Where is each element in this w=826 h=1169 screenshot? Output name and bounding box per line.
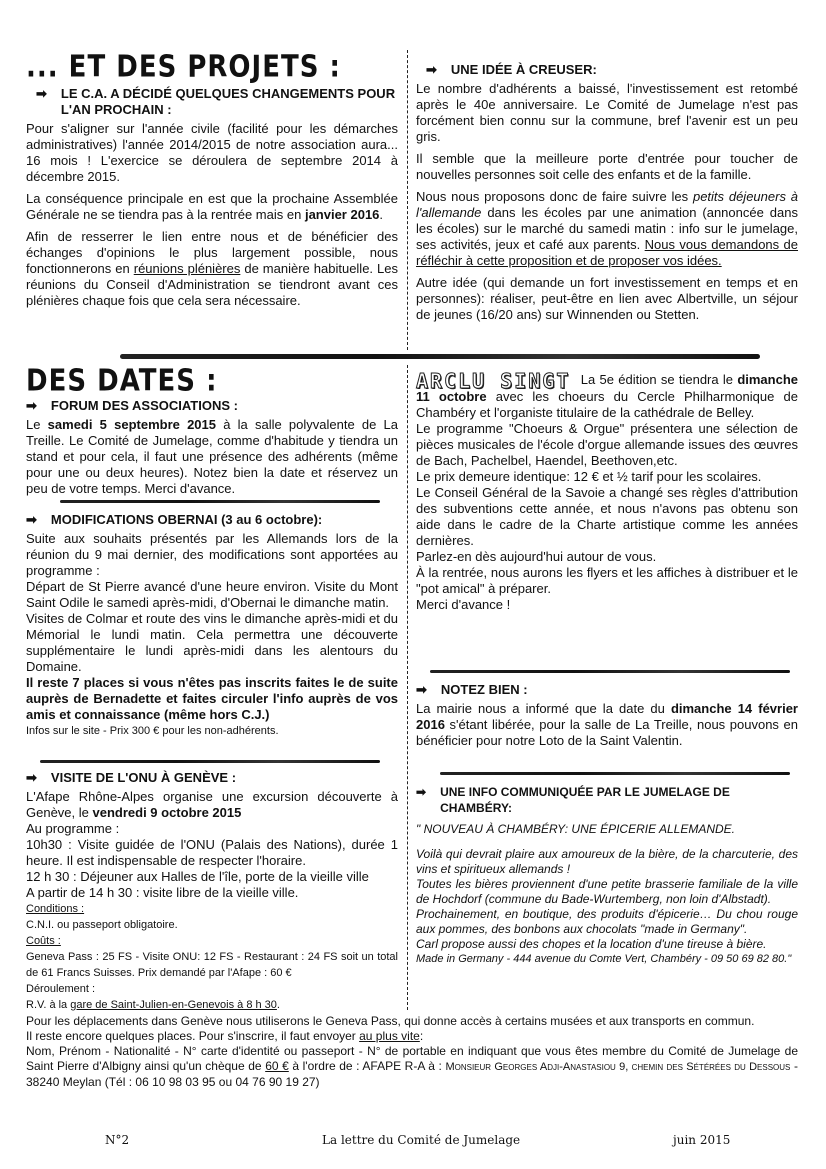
paragraph: Le samedi 5 septembre 2015 à la salle polyvalente de La Treille. Le Comité de Jumelage, comme d'habitude y tiendra un stand et pour cela, il faut une présence des adhérents (même pour une ou deux heures). Notez bien la date et réservez un peu de votre temps. Merci d'avance. — [26, 417, 398, 496]
paragraph: R.V. à la gare de Saint-Julien-en-Genevois à 8 h 30. — [26, 999, 280, 1011]
forum-heading: FORUM DES ASSOCIATIONS : — [50, 398, 238, 413]
ca-heading: LE C.A. A DÉCIDÉ QUELQUES CHANGEMENTS POUR L'AN PROCHAIN : — [60, 86, 396, 117]
arrow-icon: ➡ — [416, 785, 427, 799]
obernai-section — [26, 510, 398, 739]
paragraph: Prochainement, en boutique, des produits d'épicerie… Du chou rouge aux pommes, des bonbons aux chocolats "made in Germany". — [416, 907, 798, 936]
deroulement-label: Déroulement : — [26, 983, 96, 995]
paragraph: Made in Germany - 444 avenue du Comte Vert, Chambéry - 09 50 69 82 80." — [416, 953, 792, 965]
arclusingt-logo: ARCLU SINGT — [416, 368, 571, 393]
obernai-heading: MODIFICATIONS OBERNAI (3 au 6 octobre): — [50, 512, 323, 527]
arrow-icon: ➡ — [26, 512, 37, 527]
paragraph: " NOUVEAU À CHAMBÉRY: UNE ÉPICERIE ALLEMANDE. — [416, 822, 735, 836]
paragraph: Départ de St Pierre avancé d'une heure environ. Visite du Mont Saint Odile le samedi après-midi, d'Obernai le dimanche matin. — [26, 579, 398, 610]
conditions-label: Conditions : — [26, 903, 85, 915]
column-divider — [407, 50, 408, 350]
arrow-icon: ➡ — [26, 398, 37, 413]
section-heading — [26, 512, 398, 528]
notez-heading: NOTEZ BIEN : — [440, 682, 528, 697]
paragraph: Afin de resserrer le lien entre nous et de bénéficier des échanges d'opinions le plus largement possible, nous fonctionnerons en réunions plénières de manière habituelle. Les réunions du Conseil d'Administration se tiendront avant ces plénières chaque fois que cela sera nécessaire. — [26, 229, 398, 308]
issue-date: juin 2015 — [673, 1133, 731, 1147]
paragraph: Le nombre d'adhérents a baissé, l'investissement est retombé après le 40e anniversaire. Le Comité de Jumelage n'est pas forcément bien connu sur la commune, bref l'avenir est un peu gris. — [416, 81, 798, 144]
issue-number: N°2 — [105, 1133, 130, 1147]
idee-section — [416, 60, 798, 329]
paragraph: Nous nous proposons donc de faire suivre les petits déjeuners à l'allemande dans les écoles par une animation (annoncée dans les écoles) sur le marché du samedi matin : info sur le jumelage, ses activités, jeux et café aux parents. Nous vous demandons de réfléchir à cette proposition et de proposer vos idées. — [416, 189, 799, 268]
section-heading — [416, 784, 798, 816]
paragraph: Infos sur le site - Prix 300 € pour les non-adhérents. — [26, 725, 279, 737]
onu-section — [26, 768, 398, 1013]
section-heading — [26, 86, 398, 118]
paragraph: Voilà qui devrait plaire aux amoureux de la bière, de la charcuterie, des vins et spiritueux allemands ! — [416, 847, 798, 876]
paragraph: Il semble que la meilleure porte d'entrée pour toucher de nouvelles personnes soit celle des enfants et de la famille. — [416, 151, 798, 182]
paragraph: 10h30 : Visite guidée de l'ONU (Palais des Nations), durée 1 heure. Il est indispensable de respecter l'horaire. — [26, 837, 398, 868]
paragraph: Au programme : — [26, 821, 120, 836]
brush-divider — [60, 500, 380, 503]
onu-heading: VISITE DE L'ONU À GENÈVE : — [50, 770, 237, 785]
brush-divider — [430, 670, 790, 673]
paragraph: Suite aux souhaits présentés par les Allemands lors de la réunion du 9 mai dernier, des modifications sont apportées au programme : — [26, 531, 398, 578]
brush-divider — [440, 772, 790, 775]
section-heading — [416, 62, 798, 78]
paragraph: La mairie nous a informé que la date du dimanche 14 février 2016 s'étant libérée, pour la salle de La Treille, nous pouvons en bénéficier pour notre Loto de la Saint Valentin. — [416, 701, 798, 748]
paragraph: Pour les déplacements dans Genève nous utiliserons le Geneva Pass, qui donne accès à certains musées et aux transports en commun. — [26, 1014, 755, 1028]
dates-section — [26, 364, 398, 505]
arclu-section — [416, 368, 798, 613]
chambery-heading: UNE INFO COMMUNIQUÉE PAR LE JUMELAGE DE CHAMBÉRY: — [440, 785, 730, 815]
chambery-section — [416, 782, 798, 967]
section-title-dates: DES DATES : — [26, 364, 218, 399]
paragraph: A partir de 14 h 30 : visite libre de la vieille ville. — [26, 885, 299, 900]
column-divider — [407, 365, 408, 1010]
paragraph: Pour s'aligner sur l'année civile (facilité pour les démarches administratives) l'année 2014/2015 de notre association aura... 16 mois ! L'exercice se déroulera de septembre 2014 à décembre 2015. — [26, 121, 398, 184]
arrow-icon: ➡ — [416, 682, 427, 697]
projets-section — [26, 50, 398, 315]
paragraph: Geneva Pass : 25 FS - Visite ONU: 12 FS - Restaurant : 24 FS soit un total de 61 Francs Suisses. Prix demandé par l'Afape : 60 € — [26, 951, 398, 979]
paragraph: Il reste 7 places si vous n'êtes pas inscrits faites le de suite auprès de Bernadette et faites circuler l'info auprès de vos amis et connaissance (même hors C.J.) — [26, 675, 398, 722]
paragraph: Le programme "Choeurs & Orgue" présentera une sélection de pièces musicales de l'école d'orgue allemande issues des œuvres de Bach, Pachelbel, Haendel, Beethoven,etc. — [416, 420, 798, 468]
paragraph: La conséquence principale en est que la prochaine Assemblée Générale ne se tiendra pas à la rentrée mais en janvier 2016. — [26, 191, 398, 222]
couts-label: Coûts : — [26, 935, 61, 947]
paragraph: 12 h 30 : Déjeuner aux Halles de l'île, porte de la vieille ville — [26, 869, 369, 884]
inscription-section — [26, 1014, 798, 1090]
paragraph: Carl propose aussi des chopes et la location d'une tireuse à bière. — [416, 937, 767, 951]
paragraph: Merci d'avance ! — [416, 596, 511, 612]
brush-divider — [120, 354, 760, 359]
section-heading — [26, 770, 398, 786]
paragraph: ARCLU SINGT La 5e édition se tiendra le dimanche 11 octobre avec les choeurs du Cercle Philharmonique de Chambéry et l'organiste titulaire de la cathédrale de Belley. — [416, 368, 798, 420]
paragraph: Le Conseil Général de la Savoie a changé ses règles d'attribution des subventions cette année, et nous n'avons pas obtenu son aide dans le cadre de la Charte artistique comme les années dernières. — [416, 484, 798, 548]
section-title-projets: ... ET DES PROJETS : — [26, 50, 341, 85]
section-heading — [416, 682, 798, 698]
paragraph: Autre idée (qui demande un fort investissement en temps et en personnes): réaliser, peut-être en lien avec Albertville, un séjour de jeunes (16/20 ans) sur Winnenden ou Stetten. — [416, 275, 798, 322]
idee-heading: UNE IDÉE À CREUSER: — [450, 62, 597, 77]
paragraph: Parlez-en dès aujourd'hui autour de vous. — [416, 548, 657, 564]
paragraph: C.N.I. ou passeport obligatoire. — [26, 919, 178, 931]
paragraph: Nom, Prénom - Nationalité - N° carte d'identité ou passeport - N° de portable en indiquant que vous êtes membre du Comité de Jumelage de Saint Pierre d'Albigny ainsi qu'un chèque de 60 € à l'ordre de : AFAPE R-A à : Monsieur Georges Adji-Anastasiou 9, chemin des Sétérées du Dessous - 38240 Meylan (Tél : 06 10 98 03 95 ou 04 76 90 19 27) — [26, 1044, 798, 1089]
notez-section — [416, 680, 798, 755]
paragraph: Le prix demeure identique: 12 € et ½ tarif pour les scolaires. — [416, 468, 762, 484]
arrow-icon: ➡ — [426, 62, 437, 77]
newsletter-name: La lettre du Comité de Jumelage — [322, 1133, 521, 1147]
brush-divider — [40, 760, 380, 763]
paragraph: Il reste encore quelques places. Pour s'inscrire, il faut envoyer au plus vite: — [26, 1029, 424, 1043]
chambery-quote — [416, 822, 798, 967]
paragraph: L'Afape Rhône-Alpes organise une excursion découverte à Genève, le vendredi 9 octobre 2015 — [26, 789, 398, 820]
section-heading — [26, 398, 398, 414]
paragraph: À la rentrée, nous aurons les flyers et les affiches à distribuer et le "pot amical" à préparer. — [416, 564, 798, 596]
paragraph: Toutes les bières proviennent d'une petite brasserie familiale de la ville de Hochdorf (commune du Bade-Wurtemberg, non loin d'Albstadt). — [416, 877, 798, 906]
paragraph: Visites de Colmar et route des vins le dimanche après-midi et du Mémorial le lundi matin. Cela permettra une découverte supplémentaire le lundi après-midi dans les alentours du Domaine. — [26, 611, 398, 674]
arrow-icon: ➡ — [36, 86, 47, 101]
arrow-icon: ➡ — [26, 770, 37, 785]
